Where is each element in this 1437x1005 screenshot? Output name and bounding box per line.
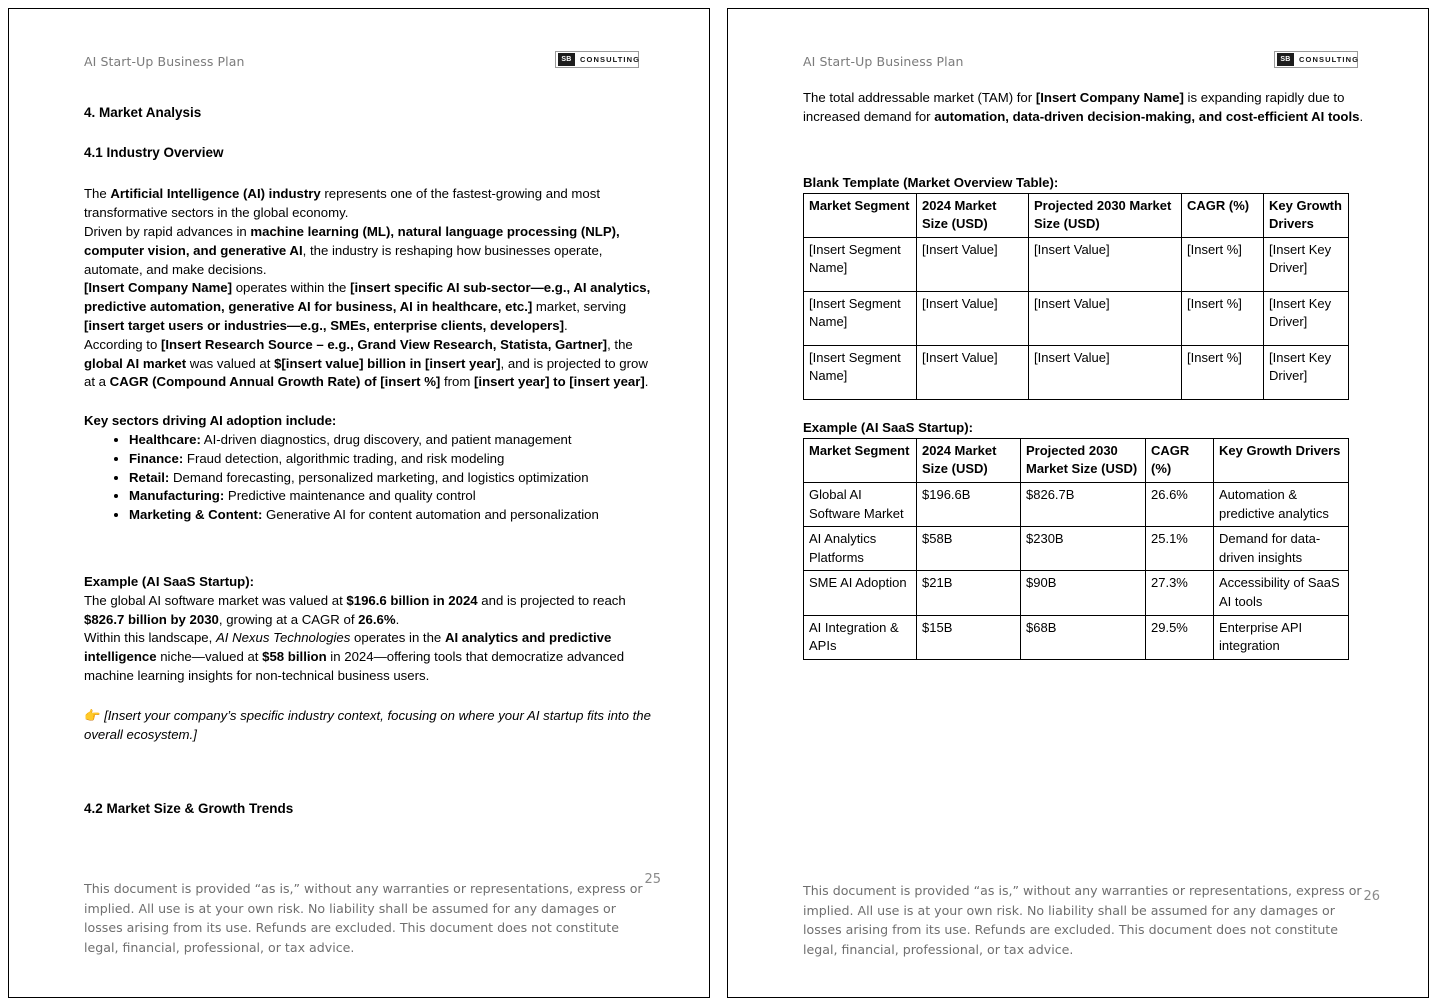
logo-mark-icon: SB [558, 53, 575, 66]
txt-p4g: , and is projected to grow at a [84, 355, 648, 390]
table-row [804, 237, 1349, 291]
txt-p4j: [insert year] to [insert year] [474, 374, 645, 390]
cell-segment: [Insert Segment Name] [804, 237, 917, 291]
cell-driver: [Insert Key Driver] [1264, 291, 1349, 345]
col-header-market-segment: Market Segment [804, 438, 917, 482]
example-heading-left-text: Example (AI SaaS Startup): [84, 573, 255, 589]
table-row [804, 345, 1349, 399]
bullet-text: Fraud detection, algorithmic trading, and risk modeling [183, 450, 505, 466]
logo-mark-icon: SB [1277, 53, 1294, 66]
cell-2024: $21B [917, 571, 1021, 615]
bullet-text: AI-driven diagnostics, drug discovery, and patient management [200, 431, 572, 447]
cell-cagr: 27.3% [1146, 571, 1214, 615]
txt-p3b: operates within the [232, 280, 351, 296]
txt-t1d: automation, data-driven decision-making, and cost-efficient AI tools [934, 108, 1360, 124]
txt-t1e: . [1359, 108, 1364, 124]
txt-p4d: global AI market [84, 355, 187, 371]
cell-segment: AI Analytics Platforms [804, 527, 917, 571]
txt-p4f: $[insert value] billion in [insert year] [274, 355, 501, 371]
cell-cagr: [Insert %] [1182, 345, 1264, 399]
paragraph-industry-overview [84, 185, 661, 392]
cell-driver: Enterprise API integration [1214, 615, 1349, 659]
list-item [129, 431, 661, 450]
heading-market-analysis: 4. Market Analysis [84, 105, 202, 120]
col-header-2030-size: Projected 2030 Market Size (USD) [1021, 438, 1146, 482]
heading-industry-overview: 4.1 Industry Overview [84, 145, 224, 161]
page-number-25: 25 [644, 872, 661, 887]
cell-2024: [Insert Value] [917, 291, 1029, 345]
txt-e2e: niche—valued at [156, 649, 263, 665]
txt-e1d: $826.7 billion by 2030 [84, 611, 219, 627]
cell-cagr: [Insert %] [1182, 237, 1264, 291]
sectors-intro-text: Key sectors driving AI adoption include: [84, 413, 337, 429]
col-header-2024-size: 2024 Market Size (USD) [917, 438, 1021, 482]
bullet-label: Marketing & Content: [129, 507, 263, 523]
page-25 [8, 8, 710, 998]
bullet-label: Manufacturing: [129, 488, 225, 504]
txt-p4e: was valued at [186, 355, 275, 371]
txt-e1c: and is projected to reach [477, 592, 626, 608]
txt-p3f: . [564, 317, 568, 333]
cell-driver: [Insert Key Driver] [1264, 345, 1349, 399]
txt-t1b: [Insert Company Name] [1035, 90, 1184, 105]
table-row [804, 482, 1349, 526]
cell-cagr: 26.6% [1146, 482, 1214, 526]
cell-driver: Automation & predictive analytics [1214, 482, 1349, 526]
txt-p4k: . [644, 374, 649, 390]
list-item [129, 450, 661, 469]
bullet-label: Finance: [129, 450, 184, 466]
cell-segment: AI Integration & APIs [804, 615, 917, 659]
cell-driver: Accessibility of SaaS AI tools [1214, 571, 1349, 615]
txt-p4c: , the [607, 336, 633, 352]
txt-p1b: Artificial Intelligence (AI) industry [110, 186, 321, 202]
txt-p3e: [insert target users or industries—e.g., SMEs, enterprise clients, developers] [84, 317, 565, 333]
example-table-caption: Example (AI SaaS Startup): [803, 419, 974, 435]
table-row [804, 527, 1349, 571]
col-header-key-drivers: Key Growth Drivers [1264, 193, 1349, 237]
sb-consulting-logo [1274, 51, 1358, 68]
col-header-key-drivers: Key Growth Drivers [1214, 438, 1349, 482]
txt-p1a: The [84, 186, 111, 202]
txt-p2a: Driven by rapid advances in [84, 223, 251, 239]
page-26-content-area [803, 9, 1380, 997]
bullet-text: Predictive maintenance and quality control [224, 488, 476, 504]
table-row [804, 291, 1349, 345]
page-25-content-area [84, 9, 661, 997]
header-title: AI Start-Up Business Plan [84, 54, 245, 69]
cell-cagr: [Insert %] [1182, 291, 1264, 345]
txt-p4i: from [440, 374, 475, 390]
col-header-cagr: CAGR (%) [1182, 193, 1264, 237]
txt-p3d: market, serving [532, 299, 627, 315]
txt-e1f: 26.6% [358, 611, 396, 627]
blank-market-overview-table [803, 193, 1349, 400]
sb-consulting-logo [555, 51, 639, 68]
insert-note-text: [Insert your company’s specific industry context, focusing on where your AI startup fits into the overall ecosystem.] [84, 707, 651, 743]
txt-p4b: [Insert Research Source – e.g., Grand View Research, Statista, Gartner] [160, 336, 608, 352]
cell-2030: $230B [1021, 527, 1146, 571]
list-item [129, 487, 661, 506]
txt-e2a: Within this landscape, [84, 630, 216, 646]
page-number-26: 26 [1363, 889, 1380, 904]
page-26 [727, 8, 1429, 998]
cell-2024: $15B [917, 615, 1021, 659]
txt-e2g: in 2024—offering tools that democratize advanced machine learning insights for non-technical business users. [84, 649, 625, 683]
txt-e2b: AI Nexus Technologies [215, 630, 351, 646]
logo-wordmark: CONSULTING [1299, 55, 1360, 64]
cell-2024: [Insert Value] [917, 237, 1029, 291]
cell-driver: [Insert Key Driver] [1264, 237, 1349, 291]
col-header-2024-size: 2024 Market Size (USD) [917, 193, 1029, 237]
txt-e2f: $58 billion [262, 649, 327, 665]
cell-2030: [Insert Value] [1029, 237, 1182, 291]
cell-2030: [Insert Value] [1029, 291, 1182, 345]
txt-e1b: $196.6 billion in 2024 [346, 592, 478, 608]
txt-e2c: operates in the [350, 630, 445, 646]
insert-note [84, 706, 661, 745]
example-heading-left [84, 573, 661, 592]
logo-wordmark: CONSULTING [580, 55, 641, 64]
bullet-label: Healthcare: [129, 431, 201, 447]
cell-segment: [Insert Segment Name] [804, 291, 917, 345]
sectors-intro [84, 412, 661, 431]
txt-e1g: . [395, 611, 400, 627]
table-row [804, 571, 1349, 615]
cell-2024: [Insert Value] [917, 345, 1029, 399]
cell-cagr: 25.1% [1146, 527, 1214, 571]
cell-2030: $826.7B [1021, 482, 1146, 526]
header-title: AI Start-Up Business Plan [803, 54, 964, 69]
txt-t1a: The total addressable market (TAM) for [803, 90, 1036, 105]
cell-cagr: 29.5% [1146, 615, 1214, 659]
example-market-overview-table [803, 438, 1349, 660]
paragraph-tam [803, 89, 1380, 127]
pointing-finger-icon: 👉 [84, 707, 101, 723]
running-header [84, 51, 661, 77]
bullet-text: Generative AI for content automation and personalization [262, 507, 599, 523]
txt-e2d: AI analytics and predictive intelligence [84, 630, 612, 665]
list-item [129, 506, 661, 525]
cell-segment: SME AI Adoption [804, 571, 917, 615]
txt-p3c: [insert specific AI sub-sector—e.g., AI analytics, predictive automation, generative AI for business, AI in healthcare, etc.] [84, 280, 651, 315]
running-header [803, 51, 1380, 77]
txt-p2b: machine learning (ML), natural language processing (NLP), computer vision, and generative AI [84, 223, 620, 258]
cell-2030: $90B [1021, 571, 1146, 615]
cell-2024: $196.6B [917, 482, 1021, 526]
page-26-body [803, 89, 1380, 660]
txt-e1e: , growing at a CAGR of [218, 611, 359, 627]
list-item [129, 469, 661, 488]
footer-disclaimer: This document is provided “as is,” without any warranties or representations, express or implied. All use is at your own risk. No liability shall be assumed for any damages or losses arising from its use. Refunds are excluded. This document does not constitute legal, financial, professional, or tax advice. [84, 881, 643, 955]
cell-2030: $68B [1021, 615, 1146, 659]
cell-2030: [Insert Value] [1029, 345, 1182, 399]
page-25-body [84, 105, 661, 817]
cell-segment: Global AI Software Market [804, 482, 917, 526]
cell-driver: Demand for data-driven insights [1214, 527, 1349, 571]
sectors-list [84, 431, 661, 525]
table-row [804, 615, 1349, 659]
cell-segment: [Insert Segment Name] [804, 345, 917, 399]
col-header-market-segment: Market Segment [804, 193, 917, 237]
bullet-label: Retail: [129, 469, 170, 485]
txt-e1a: The global AI software market was valued at [84, 592, 347, 608]
blank-table-caption: Blank Template (Market Overview Table): [803, 174, 1059, 190]
paragraph-example-left [84, 592, 661, 686]
heading-market-size: 4.2 Market Size & Growth Trends [84, 800, 294, 816]
table-header-row [804, 438, 1349, 482]
cell-2024: $58B [917, 527, 1021, 571]
txt-p4h: CAGR (Compound Annual Growth Rate) of [insert %] [109, 374, 441, 390]
col-header-cagr: CAGR (%) [1146, 438, 1214, 482]
table-header-row [804, 193, 1349, 237]
txt-p3a: [Insert Company Name] [84, 280, 233, 296]
bullet-text: Demand forecasting, personalized marketing, and logistics optimization [169, 469, 589, 485]
footer-disclaimer: This document is provided “as is,” without any warranties or representations, express or implied. All use is at your own risk. No liability shall be assumed for any damages or losses arising from its use. Refunds are excluded. This document does not constitute legal, financial, professional, or tax advice. [803, 883, 1362, 957]
txt-t1c: is expanding rapidly due to increased demand for [803, 90, 1345, 124]
txt-p1c: represents one of the fastest-growing and most transformative sectors in the global economy. [84, 186, 600, 221]
txt-p2c: , the industry is reshaping how businesses operate, automate, and make decisions. [84, 242, 603, 277]
txt-p4a: According to [84, 336, 161, 352]
col-header-2030-size: Projected 2030 Market Size (USD) [1029, 193, 1182, 237]
